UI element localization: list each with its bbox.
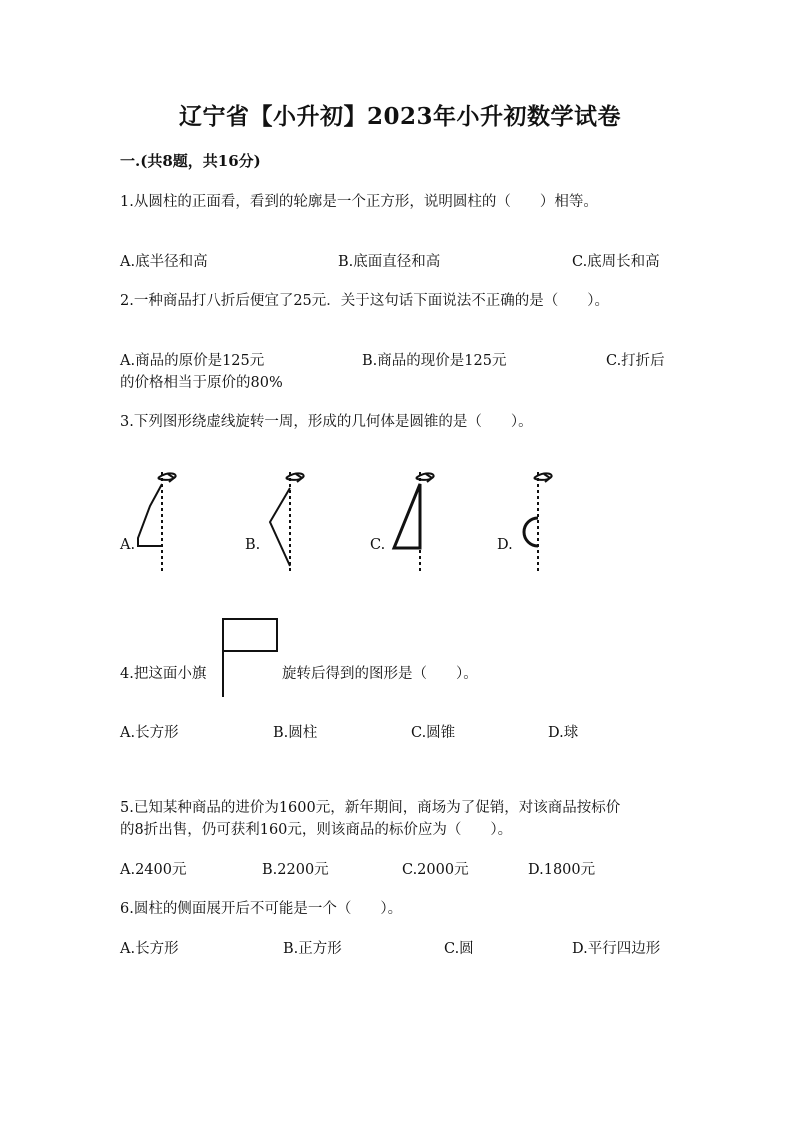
question-4-option-d: D.球 — [548, 725, 579, 741]
question-2-option-c-continued: 的价格相当于原价的80% — [120, 375, 283, 391]
question-4-stem-end: 旋转后得到的图形是（ ）。 — [282, 666, 478, 682]
question-3-option-a: A. — [120, 537, 136, 553]
question-5-option-d: D.1800元 — [528, 862, 596, 878]
question-4-option-a: A.长方形 — [120, 725, 179, 741]
question-6-option-d: D.平行四边形 — [572, 941, 661, 957]
question-3-option-d: D. — [497, 537, 513, 553]
question-3-stem: 3.下列图形绕虚线旋转一周，形成的几何体是圆锥的是（ ）。 — [120, 414, 533, 430]
question-1-stem: 1.从圆柱的正面看，看到的轮廓是一个正方形，说明圆柱的（ ）相等。 — [120, 194, 598, 210]
question-3-option-c: C. — [370, 537, 386, 553]
question-4-stem-start: 4.把这面小旗 — [120, 666, 207, 682]
question-2-option-a: A.商品的原价是125元 — [120, 353, 265, 369]
shape-d-semicircle-figure — [510, 466, 560, 576]
question-6-option-c: C.圆 — [444, 941, 474, 957]
shape-b-bent-line-figure — [262, 466, 312, 576]
question-5-option-b: B.2200元 — [262, 862, 329, 878]
question-5-option-c: C.2000元 — [402, 862, 469, 878]
question-5-option-a: A.2400元 — [120, 862, 187, 878]
question-6-stem: 6.圆柱的侧面展开后不可能是一个（ ）。 — [120, 901, 403, 917]
question-4-option-b: B.圆柱 — [273, 725, 318, 741]
flag-figure — [218, 617, 280, 699]
section-heading: 一.(共8题，共16分) — [120, 152, 261, 170]
shape-a-trapezoid-figure — [130, 466, 180, 576]
question-3-option-b: B. — [245, 537, 261, 553]
question-6-option-b: B.正方形 — [283, 941, 342, 957]
page-title: 辽宁省【小升初】2023年小升初数学试卷 — [178, 103, 621, 130]
question-6-option-a: A.长方形 — [120, 941, 179, 957]
question-5-stem: 5.已知某种商品的进价为1600元，新年期间，商场为了促销，对该商品按标价 — [120, 800, 621, 816]
question-4-option-c: C.圆锥 — [411, 725, 456, 741]
shape-c-right-triangle-figure — [388, 466, 443, 576]
question-2-option-c: C.打折后 — [606, 353, 665, 369]
question-2-option-b: B.商品的现价是125元 — [362, 353, 507, 369]
question-5-stem-continued: 的8折出售，仍可获利160元，则该商品的标价应为（ ）。 — [120, 822, 513, 838]
question-1-option-c: C.底周长和高 — [572, 254, 660, 270]
question-2-stem: 2.一种商品打八折后便宜了25元．关于这句话下面说法不正确的是（ ）。 — [120, 293, 610, 309]
question-1-option-a: A.底半径和高 — [120, 254, 208, 270]
question-1-option-b: B.底面直径和高 — [338, 254, 441, 270]
